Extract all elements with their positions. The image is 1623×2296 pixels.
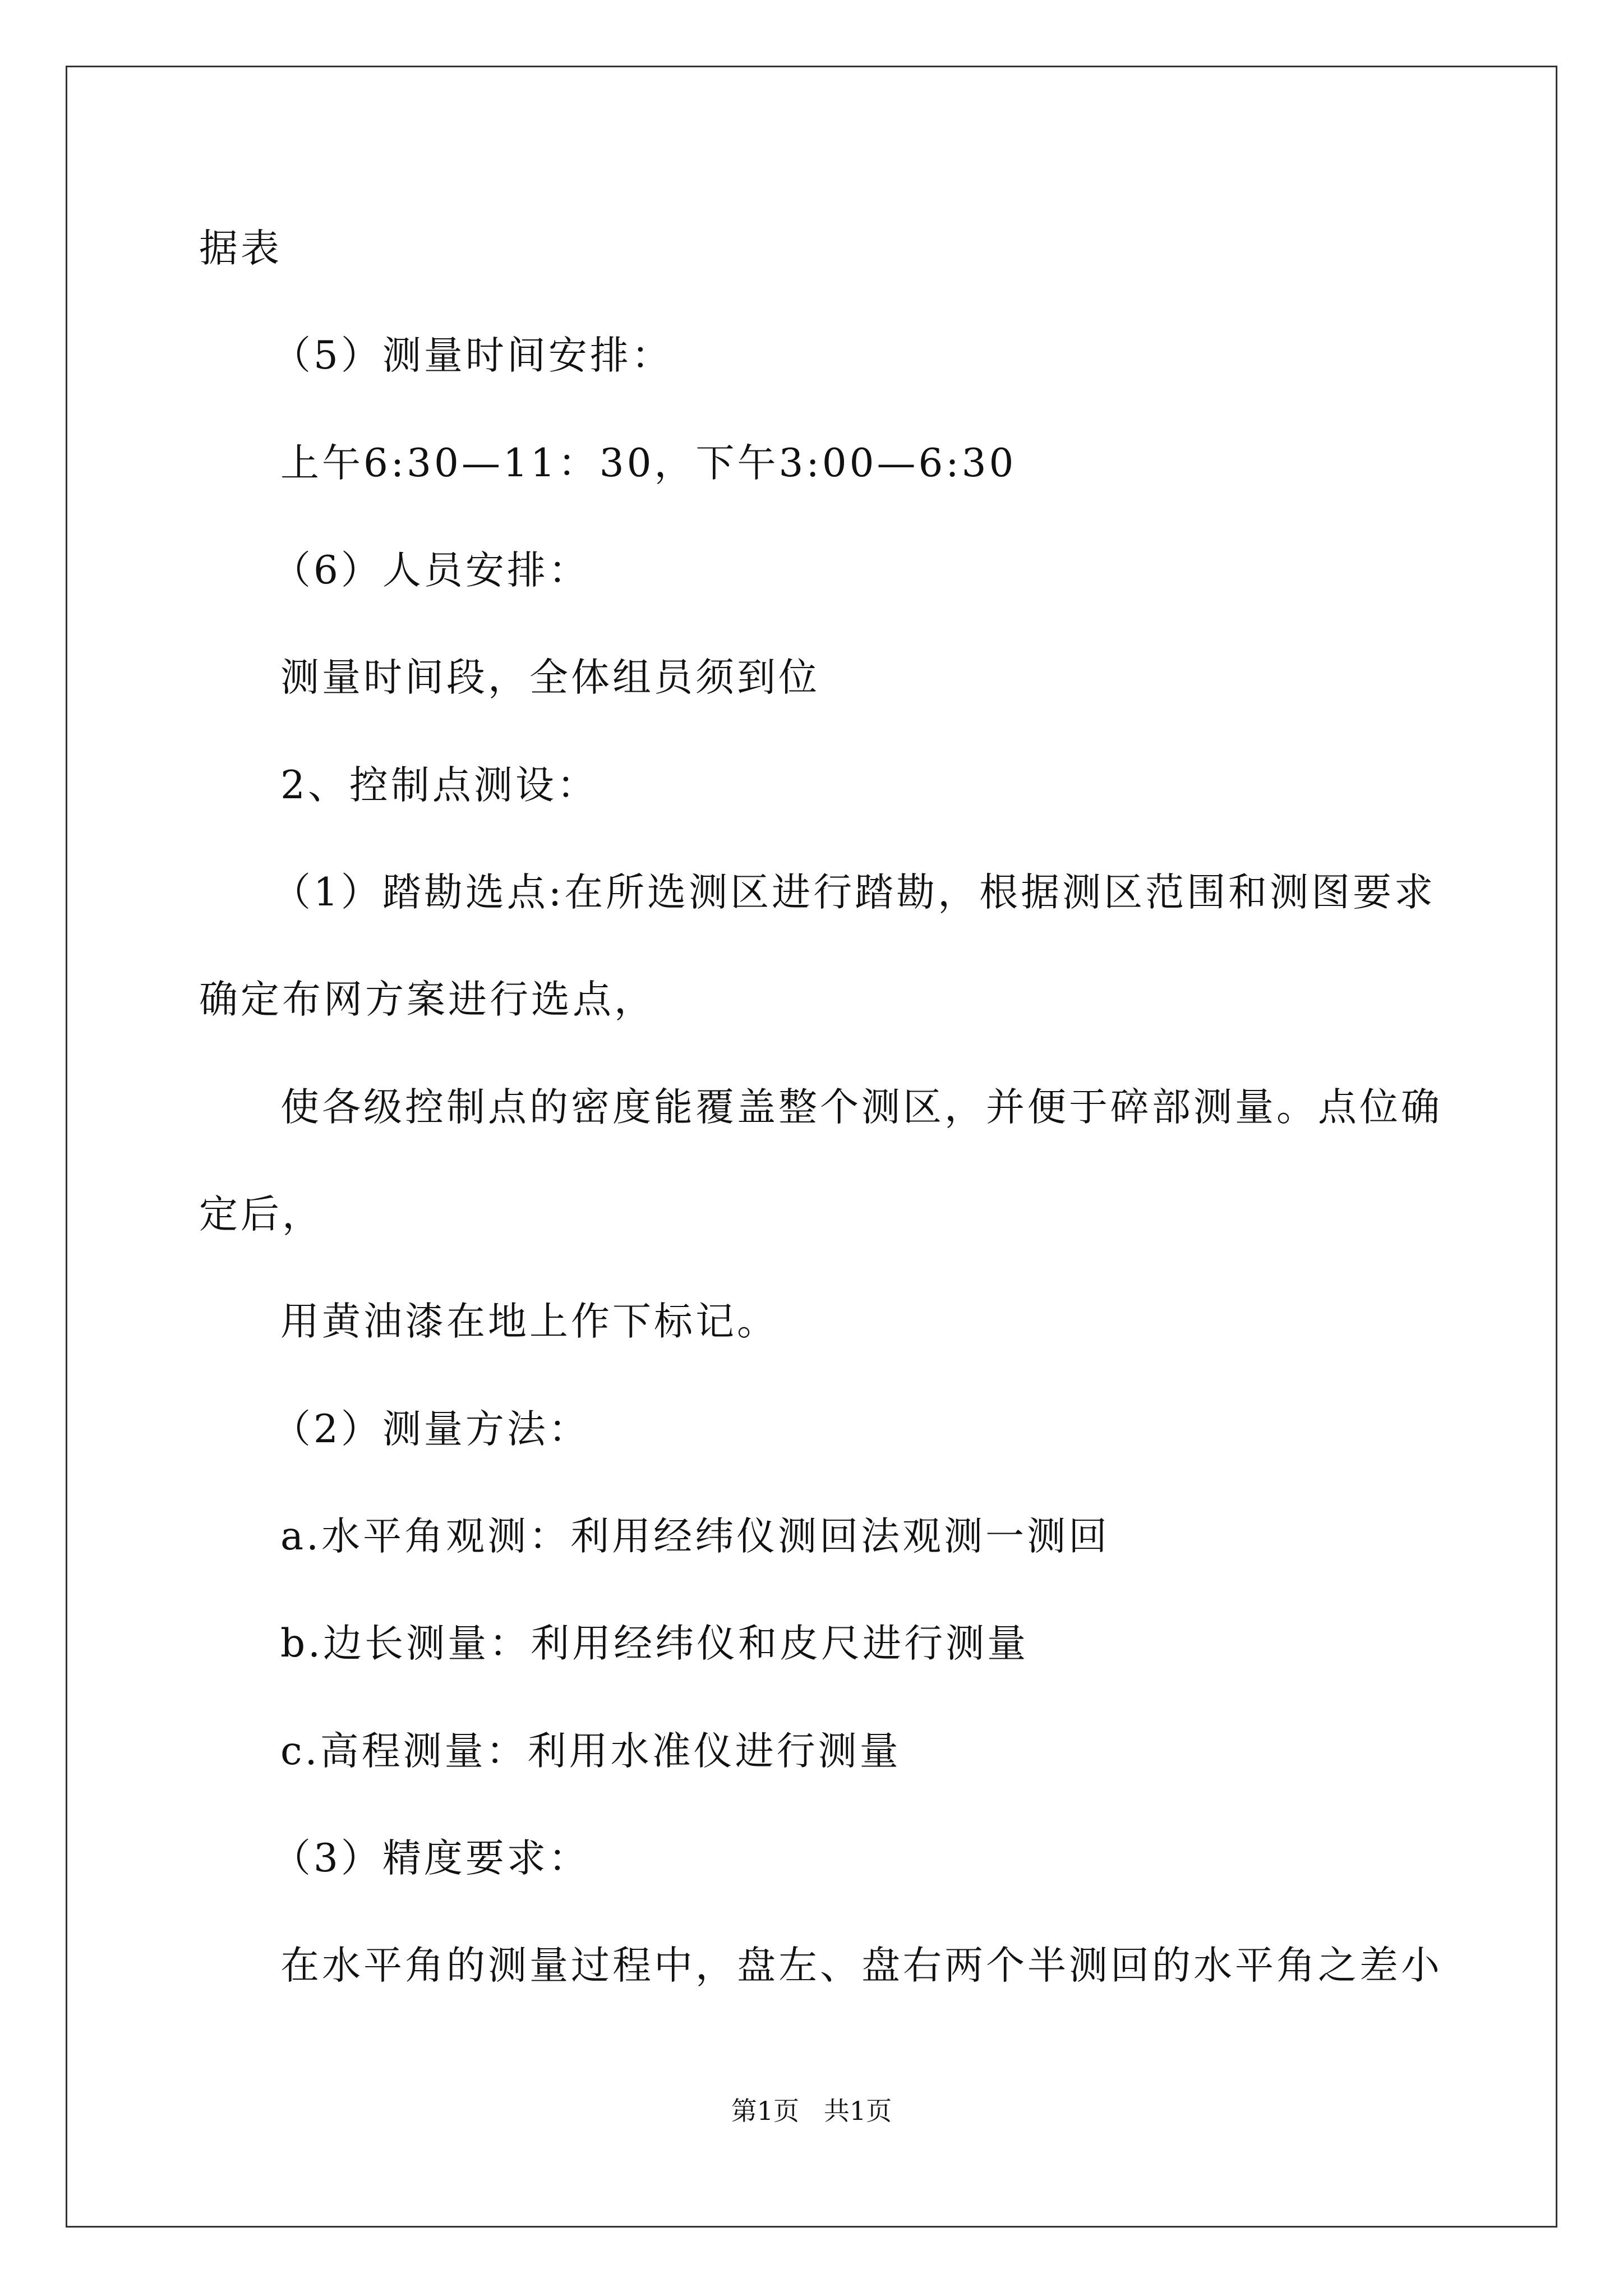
text-line-12: （2）测量方法： — [272, 1407, 590, 1452]
text-line-2: （5）测量时间安排： — [272, 333, 673, 378]
text-line-16: （3）精度要求： — [272, 1836, 590, 1881]
text-line-1: 据表 — [199, 226, 282, 271]
text-line-15: c.高程测量：利用水准仪进行测量 — [280, 1729, 901, 1774]
text-line-9: 使各级控制点的密度能覆盖整个测区，并便于碎部测量。点位确 — [280, 1085, 1442, 1130]
text-line-10: 定后， — [199, 1192, 324, 1237]
page-footer: 第1页 共1页 — [731, 2096, 892, 2126]
page-border — [66, 66, 1557, 2228]
text-line-14: b.边长测量：利用经纬仪和皮尺进行测量 — [280, 1621, 1029, 1666]
text-line-8: 确定布网方案进行选点， — [199, 977, 656, 1022]
text-line-17: 在水平角的测量过程中，盘左、盘右两个半测回的水平角之差小 — [280, 1943, 1442, 1988]
text-line-4: （6）人员安排： — [272, 548, 590, 593]
text-line-3: 上午6:30—11：30，下午3:00—6:30 — [280, 441, 1017, 486]
text-line-11: 用黄油漆在地上作下标记。 — [280, 1299, 778, 1344]
text-line-6: 2、控制点测设： — [280, 763, 598, 808]
text-line-13: a.水平角观测：利用经纬仪测回法观测一测回 — [280, 1514, 1110, 1559]
text-line-7: （1）踏勘选点:在所选测区进行踏勘，根据测区范围和测图要求 — [272, 870, 1436, 915]
text-line-5: 测量时间段，全体组员须到位 — [280, 655, 820, 700]
